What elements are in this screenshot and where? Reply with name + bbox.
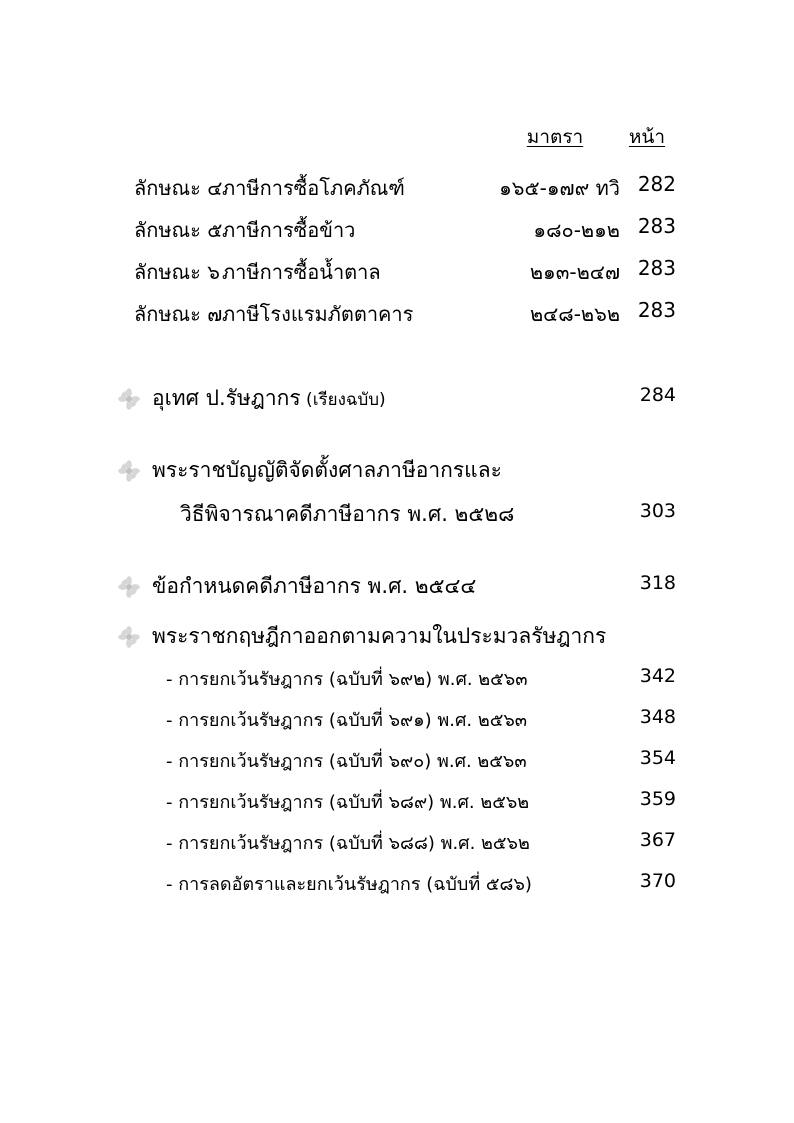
entry-main-line: [0, 620, 794, 662]
sub-entry-title: - การยกเว้นรัษฎากร (ฉบับที่ ๖๘๘) พ.ศ. ๒๕๖๒: [166, 833, 530, 854]
sub-entry-page: 370: [639, 870, 676, 892]
chapter-section: ๒๑๓-๒๔๗: [529, 260, 620, 284]
entry-title: พระราชกฤษฎีกาออกตามความในประมวลรัษฎากร: [152, 624, 607, 648]
chapter-label: ลักษณะ ๖: [134, 260, 220, 284]
sub-entry-title: - การยกเว้นรัษฎากร (ฉบับที่ ๖๘๙) พ.ศ. ๒๕๖๒: [166, 792, 530, 813]
entry-list: [0, 382, 794, 910]
entry-page: 318: [639, 572, 676, 594]
list-item: [0, 664, 794, 705]
entry-page: 284: [639, 384, 676, 406]
chapter-title: ภาษีโรงแรมภัตตาคาร: [222, 302, 414, 326]
chapter-page: 283: [637, 256, 676, 280]
chapter-title: ภาษีการซื้อโภคภัณฑ์: [222, 176, 405, 200]
chapter-section: ๑๖๕-๑๗๙ ทวิ: [499, 176, 620, 200]
entry-title: ข้อกำหนดคดีภาษีอากร พ.ศ. ๒๕๔๔: [152, 574, 477, 598]
sub-entry-page: 348: [639, 706, 676, 728]
chapter-page: 283: [637, 298, 676, 322]
sub-entry-page: 359: [639, 788, 676, 810]
entry-main-line: [0, 570, 794, 612]
sub-entry-page: 354: [639, 747, 676, 769]
entry-page: 303: [639, 500, 676, 522]
list-item: [0, 869, 794, 910]
flower-icon: [118, 576, 140, 598]
spacer: [0, 540, 794, 570]
flower-icon: [118, 460, 140, 482]
chapter-title: ภาษีการซื้อข้าว: [222, 218, 356, 242]
sub-entry-page: 342: [639, 665, 676, 687]
spacer: [0, 424, 794, 454]
entry-title-continued: วิธีพิจารณาคดีภาษีอากร พ.ศ. ๒๕๒๘: [180, 502, 515, 526]
entry-title: พระราชบัญญัติจัดตั้งศาลภาษีอากรและ: [152, 458, 502, 482]
entry-title: [152, 382, 386, 415]
entry-main-line: [0, 382, 794, 424]
sub-entry-page: 367: [639, 829, 676, 851]
chapter-label: ลักษณะ ๗: [134, 302, 223, 326]
flower-icon: [118, 388, 140, 410]
chapter-page: 282: [637, 172, 676, 196]
list-item: [0, 705, 794, 746]
column-header-section: มาตรา: [526, 126, 584, 148]
chapter-list: [0, 172, 794, 340]
spacer: [0, 612, 794, 620]
sub-entry-title: - การยกเว้นรัษฎากร (ฉบับที่ ๖๙๒) พ.ศ. ๒๕๖๓: [166, 669, 528, 690]
entry-main-line: [0, 454, 794, 496]
sub-entry-title: - การยกเว้นรัษฎากร (ฉบับที่ ๖๙๑) พ.ศ. ๒๕๖๓: [166, 710, 528, 731]
list-item: [0, 570, 794, 612]
list-item: [0, 620, 794, 910]
table-row: [0, 214, 794, 256]
table-row: [0, 298, 794, 340]
list-item: [0, 746, 794, 787]
table-header-row: [0, 122, 794, 148]
chapter-label: ลักษณะ ๔: [134, 176, 223, 200]
chapter-label: ลักษณะ ๕: [134, 218, 223, 242]
flower-icon: [118, 626, 140, 648]
entry-title-text: อุเทศ ป.รัษฎากร: [152, 386, 301, 410]
list-item: [0, 382, 794, 424]
sub-entry-title: - การยกเว้นรัษฎากร (ฉบับที่ ๖๙๐) พ.ศ. ๒๕๖๓: [166, 751, 527, 772]
column-header-page: หน้า: [628, 126, 666, 148]
sub-entry-title: - การลดอัตราและยกเว้นรัษฎากร (ฉบับที่ ๕๘๖): [166, 874, 532, 895]
chapter-section: ๒๔๘-๒๖๒: [529, 302, 620, 326]
table-row: [0, 256, 794, 298]
chapter-section: ๑๘๐-๒๑๒: [533, 218, 620, 242]
list-item: [0, 787, 794, 828]
list-item: [0, 454, 794, 540]
chapter-title: ภาษีการซื้อน้ำตาล: [222, 260, 381, 284]
entry-title-paren: (เรียงฉบับ): [300, 390, 386, 410]
list-item: [0, 828, 794, 869]
chapter-page: 283: [637, 214, 676, 238]
entry-second-line: [0, 496, 794, 540]
table-row: [0, 172, 794, 214]
sub-entry-list: [0, 664, 794, 910]
